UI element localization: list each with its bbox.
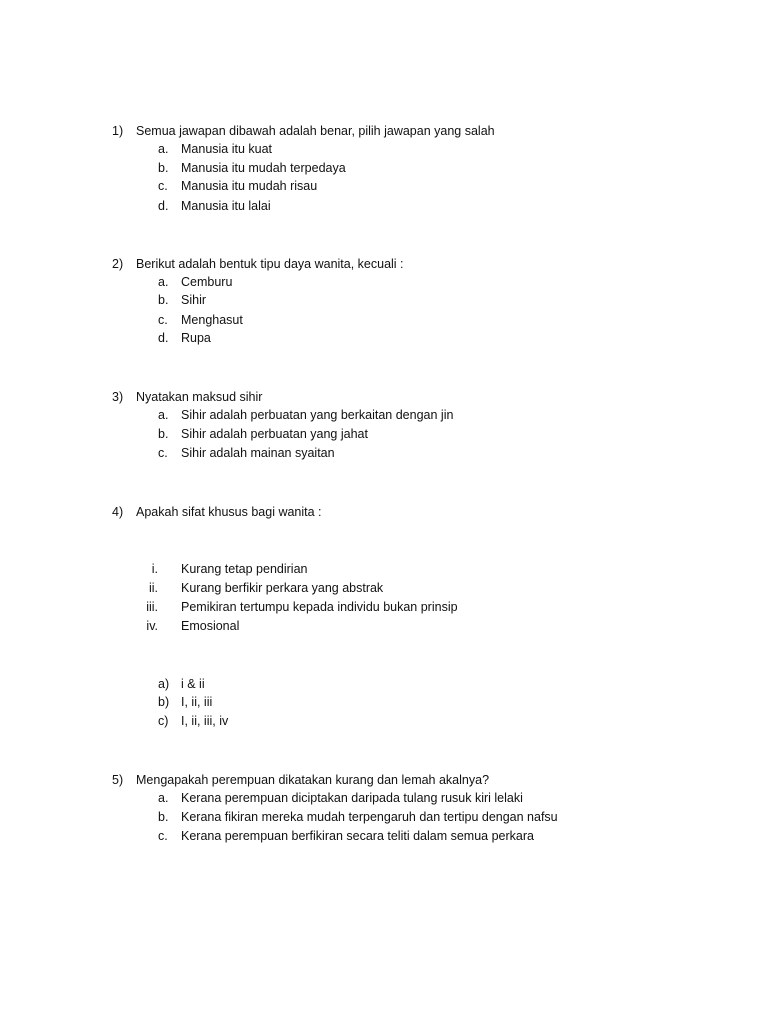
option-label: b.: [158, 427, 169, 441]
option-label: c): [158, 714, 169, 728]
question-text: Berikut adalah bentuk tipu daya wanita, kecuali :: [136, 257, 404, 271]
option-label: b.: [158, 293, 169, 307]
option-text: Sihir adalah mainan syaitan: [181, 446, 335, 460]
question-text: Nyatakan maksud sihir: [136, 390, 263, 404]
question-text: Semua jawapan dibawah adalah benar, pilih jawapan yang salah: [136, 124, 495, 138]
option-label: b): [158, 695, 170, 709]
option-text: Manusia itu mudah risau: [181, 179, 318, 193]
option-label: d.: [158, 199, 169, 213]
question-number: 5): [112, 773, 124, 787]
option-text: Manusia itu kuat: [181, 142, 273, 156]
option-text: Kerana fikiran mereka mudah terpengaruh dan tertipu dengan nafsu: [181, 810, 558, 824]
option-text: Menghasut: [181, 313, 243, 327]
question-number: 2): [112, 257, 124, 271]
question-number: 3): [112, 390, 124, 404]
option-label: a.: [158, 408, 169, 422]
statement-text: Emosional: [181, 619, 240, 633]
option-text: Kerana perempuan berfikiran secara teliti dalam semua perkara: [181, 829, 534, 843]
option-label: a.: [158, 791, 169, 805]
option-label: d.: [158, 331, 169, 345]
option-label: c.: [158, 829, 168, 843]
option-label: a.: [158, 142, 169, 156]
option-text: Manusia itu lalai: [181, 199, 271, 213]
statement-text: Kurang berfikir perkara yang abstrak: [181, 581, 384, 595]
option-label: a.: [158, 275, 169, 289]
option-text: Rupa: [181, 331, 211, 345]
option-label: c.: [158, 313, 168, 327]
statement-label: iv.: [146, 619, 158, 633]
option-text: Sihir: [181, 293, 207, 307]
statement-text: Pemikiran tertumpu kepada individu bukan prinsip: [181, 600, 458, 614]
option-text: Cemburu: [181, 275, 233, 289]
option-text: Manusia itu mudah terpedaya: [181, 161, 346, 175]
option-label: c.: [158, 179, 168, 193]
option-text: Sihir adalah perbuatan yang berkaitan dengan jin: [181, 408, 454, 422]
statement-text: Kurang tetap pendirian: [181, 562, 308, 576]
statement-label: iii.: [146, 600, 158, 614]
question-text: Apakah sifat khusus bagi wanita :: [136, 505, 322, 519]
option-text: Sihir adalah perbuatan yang jahat: [181, 427, 368, 441]
option-text: Kerana perempuan diciptakan daripada tulang rusuk kiri lelaki: [181, 791, 523, 805]
statement-label: i.: [151, 562, 158, 576]
option-label: b.: [158, 161, 169, 175]
question-number: 4): [112, 505, 124, 519]
statement-label: ii.: [148, 581, 158, 595]
question-text: Mengapakah perempuan dikatakan kurang dan lemah akalnya?: [136, 773, 490, 787]
option-text: I, ii, iii, iv: [181, 714, 229, 728]
option-label: c.: [158, 446, 168, 460]
option-label: b.: [158, 810, 169, 824]
option-label: a): [158, 677, 170, 691]
option-text: I, ii, iii: [181, 695, 213, 709]
question-number: 1): [112, 124, 124, 138]
option-text: i & ii: [181, 677, 205, 691]
